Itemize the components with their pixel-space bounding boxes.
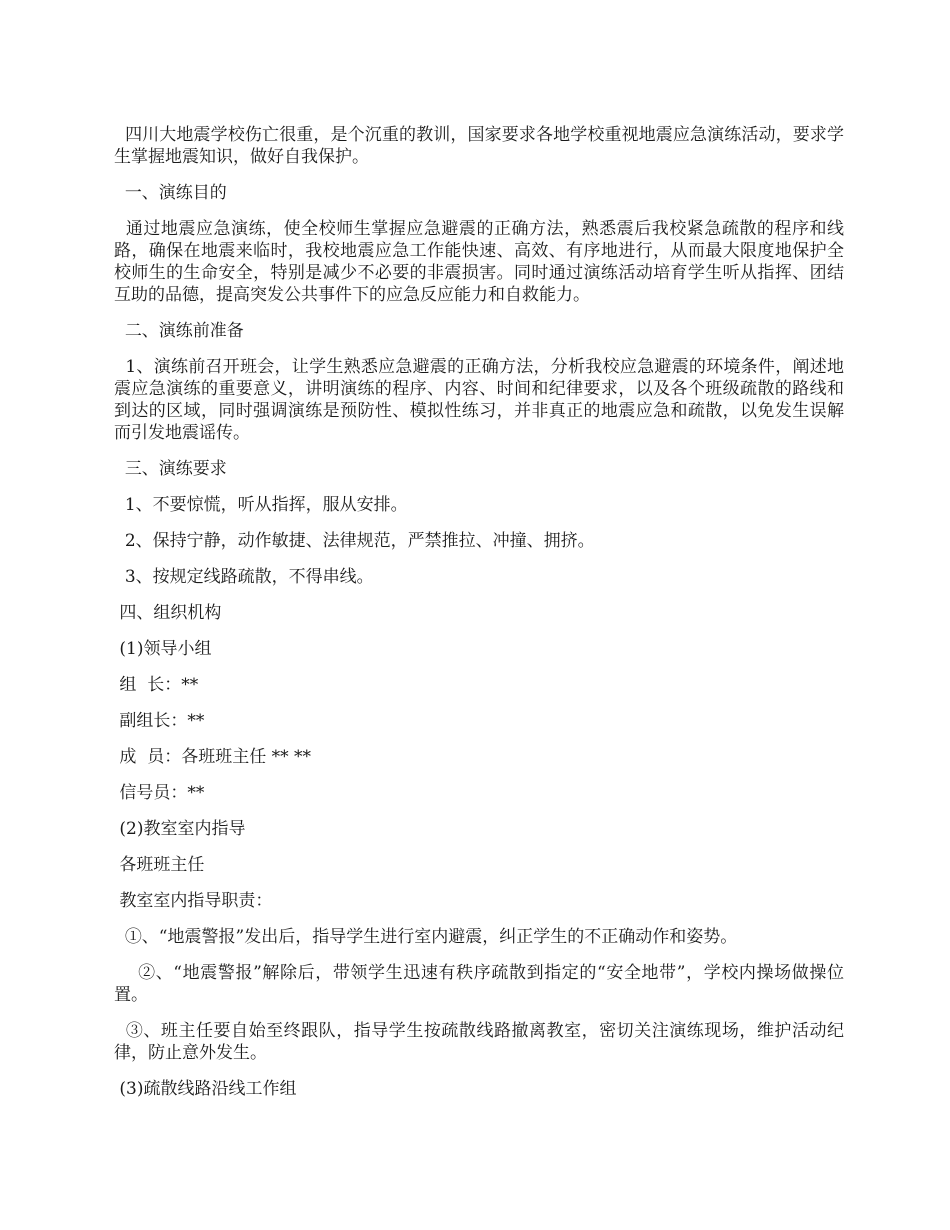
section-heading-organization: 四、组织机构 xyxy=(114,603,222,623)
deputy-group-leader-line: 副组长：** xyxy=(114,711,205,731)
section-heading-preparation: 二、演练前准备 xyxy=(114,321,244,341)
duty-item-2: ②、“地震警报”解除后，带领学生迅速有秩序疏散到指定的“安全地带”，学校内操场做操位置。 xyxy=(114,963,844,1005)
signal-officer-line: 信号员：** xyxy=(114,783,205,803)
requirement-item-1: 1、不要惊慌，听从指挥，服从安排。 xyxy=(114,495,408,515)
section-heading-purpose: 一、演练目的 xyxy=(114,183,227,203)
evacuation-route-group-heading: (3)疏散线路沿线工作组 xyxy=(114,1079,297,1099)
requirement-item-2: 2、保持宁静，动作敏捷、法律规范，严禁推拉、冲撞、拥挤。 xyxy=(114,531,595,551)
duty-item-3: ③、班主任要自始至终跟队，指导学生按疏散线路撤离教室，密切关注演练现场，维护活动纪律，防止意外发生。 xyxy=(114,1021,845,1063)
classroom-guidance-heading: (2)教室室内指导 xyxy=(114,819,246,839)
guidance-duties-heading: 教室室内指导职责： xyxy=(114,891,273,911)
section-heading-requirements: 三、演练要求 xyxy=(114,459,227,479)
requirement-item-3: 3、按规定线路疏散，不得串线。 xyxy=(114,567,374,587)
class-teachers-line: 各班班主任 xyxy=(114,855,205,875)
document-page xyxy=(114,124,844,1114)
preparation-paragraph: 1、演练前召开班会，让学生熟悉应急避震的正确方法，分析我校应急避震的环境条件，阐述地震应急演练的重要意义，讲明演练的程序、内容、时间和纪律要求，以及各个班级疏散的路线和到达的区域，同时强调演练是预防性、模拟性练习，并非真正的地震应急和疏散，以免发生误解而引发地震谣传。 xyxy=(114,357,844,443)
group-leader-line: 组 长：** xyxy=(114,675,199,695)
group-members-line: 成 员：各班班主任 ** ** xyxy=(114,747,312,767)
intro-paragraph: 四川大地震学校伤亡很重，是个沉重的教训，国家要求各地学校重视地震应急演练活动，要求学生掌握地震知识，做好自我保护。 xyxy=(114,125,845,167)
leadership-group-heading: (1)领导小组 xyxy=(114,639,212,659)
duty-item-1: ①、“地震警报”发出后，指导学生进行室内避震，纠正学生的不正确动作和姿势。 xyxy=(114,927,738,947)
purpose-paragraph: 通过地震应急演练，使全校师生掌握应急避震的正确方法，熟悉震后我校紧急疏散的程序和线路，确保在地震来临时，我校地震应急工作能快速、高效、有序地进行，从而最大限度地保护全校师生的生命安全，特别是减少不必要的非震损害。同时通过演练活动培育学生听从指挥、团结互助的品德，提高突发公共事件下的应急反应能力和自救能力。 xyxy=(114,219,845,305)
